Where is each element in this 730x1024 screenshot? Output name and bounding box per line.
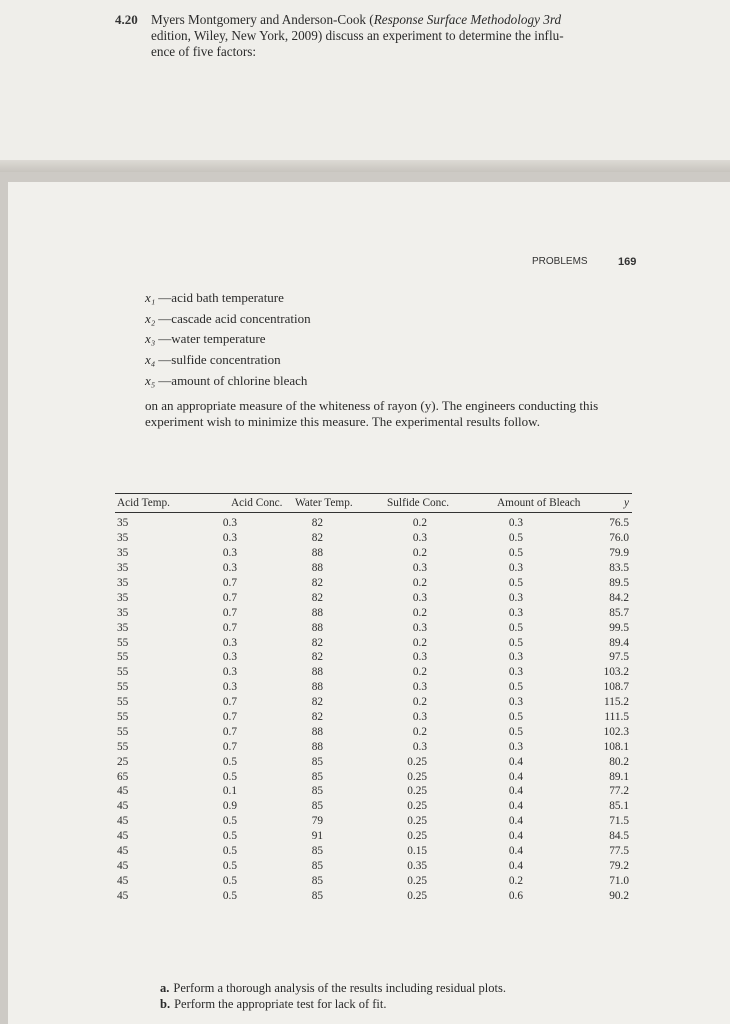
table-row xyxy=(115,858,632,873)
table-cell: 88 xyxy=(311,666,323,679)
table-cell: 55 xyxy=(117,636,129,649)
table-cell: 0.35 xyxy=(407,859,427,872)
factor-list xyxy=(145,288,311,391)
table-cell: 0.5 xyxy=(222,755,237,768)
table-cell: 0.4 xyxy=(508,845,523,858)
part-text: Perform the appropriate test for lack of fit. xyxy=(174,997,387,1011)
table-cell: 0.5 xyxy=(508,577,523,589)
table-cell: 55 xyxy=(117,651,129,664)
table-cell: 79.9 xyxy=(609,547,629,560)
table-row xyxy=(115,873,632,888)
table-cell: 0.7 xyxy=(222,621,237,634)
header-label: PROBLEMS xyxy=(532,256,588,267)
table-row xyxy=(115,814,632,829)
table-cell: 55 xyxy=(117,740,129,753)
previous-page-sheet xyxy=(0,0,730,172)
table-cell: 0.3 xyxy=(508,591,523,604)
table-cell: 71.5 xyxy=(609,815,629,828)
table-cell: 0.3 xyxy=(222,651,237,664)
table-cell: 35 xyxy=(117,532,129,545)
table-row xyxy=(115,576,632,591)
table-cell: 82 xyxy=(311,577,323,589)
factor-label: —cascade acid concentration xyxy=(158,310,311,326)
table-cell: 85.7 xyxy=(609,606,629,619)
table-row xyxy=(115,739,632,754)
table-cell: 89.5 xyxy=(609,577,629,589)
table-cell: 0.7 xyxy=(222,740,237,753)
table-cell: 85 xyxy=(311,859,323,872)
factor-symbol: x₅ xyxy=(145,372,156,388)
table-row xyxy=(115,605,632,620)
table-row xyxy=(115,650,632,665)
table-cell: 0.6 xyxy=(508,889,523,902)
header-acid-temp: Acid Temp. xyxy=(117,497,170,509)
table-cell: 85 xyxy=(311,785,323,798)
table-cell: 97.5 xyxy=(609,651,629,664)
factor-label: —sulfide concentration xyxy=(158,352,281,368)
textbook-page xyxy=(8,182,730,1024)
table-row xyxy=(115,531,632,546)
table-cell: 0.3 xyxy=(412,591,427,604)
table-row xyxy=(115,829,632,844)
table-cell: 0.5 xyxy=(508,636,523,649)
problem-line-2: edition, Wiley, New York, 2009) discuss an experiment to determine the influ- xyxy=(151,28,564,43)
table-cell: 35 xyxy=(117,621,129,634)
table-cell: 0.3 xyxy=(508,517,523,530)
table-cell: 0.9 xyxy=(222,800,237,813)
table-row xyxy=(115,635,632,650)
table-cell: 0.3 xyxy=(508,606,523,619)
header-water-temp: Water Temp. xyxy=(295,497,353,509)
table-cell: 0.7 xyxy=(222,696,237,709)
table-cell: 91 xyxy=(311,830,323,843)
table-cell: 0.3 xyxy=(508,696,523,709)
header-y: y xyxy=(623,497,629,509)
table-cell: 0.25 xyxy=(407,785,427,798)
table-cell: 79.2 xyxy=(609,859,629,872)
table-row xyxy=(115,665,632,680)
table-cell: 0.7 xyxy=(222,711,237,724)
table-cell: 82 xyxy=(311,711,323,724)
table-cell: 0.5 xyxy=(508,532,523,545)
table-cell: 0.5 xyxy=(222,874,237,887)
header-sulfide-conc: Sulfide Conc. xyxy=(387,497,450,509)
table-cell: 55 xyxy=(117,711,129,724)
table-cell: 0.3 xyxy=(508,562,523,575)
table-cell: 0.7 xyxy=(222,577,237,589)
table-cell: 108.7 xyxy=(603,681,629,694)
table-cell: 55 xyxy=(117,681,129,694)
table-cell: 35 xyxy=(117,591,129,604)
table-cell: 0.5 xyxy=(222,830,237,843)
factor-item xyxy=(145,350,311,371)
table-cell: 82 xyxy=(311,517,323,530)
book-title: Response Surface Methodology 3rd xyxy=(373,12,562,27)
table-row xyxy=(115,590,632,605)
table-cell: 0.25 xyxy=(407,800,427,813)
table-cell: 35 xyxy=(117,517,129,530)
table-cell: 0.3 xyxy=(222,547,237,560)
header-bleach: Amount of Bleach xyxy=(497,497,581,509)
table-row xyxy=(115,513,632,531)
factor-symbol: x₁ xyxy=(145,290,156,305)
table-cell: 90.2 xyxy=(609,889,629,902)
table-cell: 89.4 xyxy=(609,636,629,649)
table-cell: 0.3 xyxy=(412,740,427,753)
table-cell: 45 xyxy=(117,800,129,813)
table-cell: 0.5 xyxy=(222,770,237,783)
table-cell: 85 xyxy=(311,770,323,783)
table-cell: 0.3 xyxy=(508,666,523,679)
table-cell: 71.0 xyxy=(609,874,629,887)
table-cell: 0.3 xyxy=(222,666,237,679)
table-cell: 84.5 xyxy=(609,830,629,843)
table-cell: 0.2 xyxy=(412,577,427,589)
factor-label: —acid bath temperature xyxy=(158,290,284,305)
table-cell: 0.25 xyxy=(407,755,427,768)
table-cell: 88 xyxy=(311,681,323,694)
table-cell: 35 xyxy=(117,547,129,560)
page-number: 169 xyxy=(618,256,637,268)
table-cell: 82 xyxy=(311,591,323,604)
table-cell: 0.7 xyxy=(222,725,237,738)
table-cell: 0.2 xyxy=(508,874,523,887)
table-cell: 55 xyxy=(117,696,129,709)
table-cell: 88 xyxy=(311,547,323,560)
part-letter: a. xyxy=(160,981,170,995)
table-cell: 0.15 xyxy=(407,845,427,858)
table-cell: 0.4 xyxy=(508,815,523,828)
table-cell: 103.2 xyxy=(603,666,629,679)
table-cell: 115.2 xyxy=(604,696,629,709)
table-cell: 0.25 xyxy=(407,889,427,902)
table-row xyxy=(115,561,632,576)
table-cell: 25 xyxy=(117,755,129,768)
table-cell: 77.5 xyxy=(609,845,629,858)
table-cell: 79 xyxy=(311,815,323,828)
table-cell: 0.2 xyxy=(412,606,427,619)
table-cell: 0.3 xyxy=(222,532,237,545)
table-cell: 89.1 xyxy=(609,770,629,783)
table-row xyxy=(115,844,632,859)
table-cell: 82 xyxy=(311,651,323,664)
table-cell: 0.7 xyxy=(222,591,237,604)
table-cell: 45 xyxy=(117,845,129,858)
table-cell: 0.5 xyxy=(508,681,523,694)
table-cell: 0.3 xyxy=(412,621,427,634)
table-header-row xyxy=(115,494,632,513)
table-cell: 99.5 xyxy=(609,621,629,634)
table-cell: 0.5 xyxy=(222,889,237,902)
problem-line-1: Myers Montgomery and Anderson-Cook ( xyxy=(151,12,374,27)
table-cell: 35 xyxy=(117,577,129,589)
problem-line-3: ence of five factors: xyxy=(151,44,257,59)
table-cell: 0.1 xyxy=(222,785,237,798)
table-cell: 0.2 xyxy=(412,725,427,738)
table-cell: 83.5 xyxy=(609,562,629,575)
table-row xyxy=(115,784,632,799)
table-cell: 85 xyxy=(311,800,323,813)
table-cell: 0.5 xyxy=(222,815,237,828)
table-cell: 111.5 xyxy=(604,711,629,724)
table-cell: 0.7 xyxy=(222,606,237,619)
table-cell: 35 xyxy=(117,606,129,619)
table-cell: 0.2 xyxy=(412,636,427,649)
table-cell: 45 xyxy=(117,815,129,828)
table-cell: 0.3 xyxy=(412,681,427,694)
table-cell: 0.5 xyxy=(508,725,523,738)
results-table xyxy=(115,494,632,903)
table-cell: 88 xyxy=(311,562,323,575)
table-cell: 0.4 xyxy=(508,800,523,813)
table-cell: 0.5 xyxy=(508,621,523,634)
table-cell: 0.3 xyxy=(508,740,523,753)
description-paragraph: on an appropriate measure of the whiteness of rayon (y). The engineers conducting this experiment wish to minimize this measure. The experimental results follow. xyxy=(145,398,599,429)
table-row xyxy=(115,799,632,814)
table-cell: 85 xyxy=(311,755,323,768)
factor-label: —water temperature xyxy=(158,331,266,347)
table-cell: 108.1 xyxy=(603,740,629,753)
table-cell: 45 xyxy=(117,874,129,887)
table-cell: 0.3 xyxy=(222,636,237,649)
table-cell: 55 xyxy=(117,666,129,679)
table-cell: 45 xyxy=(117,785,129,798)
table-cell: 0.5 xyxy=(508,711,523,724)
question-parts xyxy=(160,980,506,1012)
question-part xyxy=(160,980,506,996)
table-cell: 85 xyxy=(311,845,323,858)
factor-item xyxy=(145,371,311,392)
table-cell: 0.25 xyxy=(407,815,427,828)
table-cell: 0.3 xyxy=(412,562,427,575)
factor-symbol: x₂ xyxy=(145,310,156,326)
table-row xyxy=(115,710,632,725)
table-cell: 55 xyxy=(117,725,129,738)
table-cell: 77.2 xyxy=(609,785,629,798)
results-table-container xyxy=(115,493,632,903)
table-row xyxy=(115,769,632,784)
table-row xyxy=(115,680,632,695)
factor-symbol: x₄ xyxy=(145,352,156,368)
table-cell: 0.2 xyxy=(412,666,427,679)
table-cell: 45 xyxy=(117,889,129,902)
table-cell: 45 xyxy=(117,859,129,872)
table-cell: 80.2 xyxy=(609,755,629,768)
problem-number: 4.20 xyxy=(115,12,138,27)
factor-label: —amount of chlorine bleach xyxy=(158,372,308,388)
factor-item xyxy=(145,329,311,350)
table-cell: 0.3 xyxy=(412,651,427,664)
table-cell: 0.3 xyxy=(222,681,237,694)
table-body xyxy=(115,513,632,904)
table-row xyxy=(115,724,632,739)
factor-item xyxy=(145,309,311,330)
table-cell: 82 xyxy=(311,636,323,649)
table-row xyxy=(115,888,632,903)
table-cell: 35 xyxy=(117,562,129,575)
factor-item xyxy=(145,288,311,309)
table-cell: 76.0 xyxy=(609,532,629,545)
table-cell: 0.3 xyxy=(412,711,427,724)
table-cell: 0.3 xyxy=(222,562,237,575)
table-row xyxy=(115,754,632,769)
table-cell: 0.3 xyxy=(508,651,523,664)
table-row xyxy=(115,620,632,635)
table-cell: 45 xyxy=(117,830,129,843)
table-cell: 82 xyxy=(311,532,323,545)
question-part xyxy=(160,996,506,1012)
table-cell: 82 xyxy=(311,696,323,709)
table-cell: 0.25 xyxy=(407,830,427,843)
page-edge-shadow xyxy=(0,160,730,172)
table-cell: 85.1 xyxy=(609,800,629,813)
header-acid-conc: Acid Conc. xyxy=(231,497,283,509)
table-cell: 0.4 xyxy=(508,830,523,843)
table-cell: 0.3 xyxy=(412,532,427,545)
table-cell: 0.5 xyxy=(508,547,523,560)
running-header xyxy=(532,256,637,268)
table-cell: 88 xyxy=(311,621,323,634)
table-cell: 88 xyxy=(311,606,323,619)
table-cell: 85 xyxy=(311,889,323,902)
table-cell: 0.5 xyxy=(222,845,237,858)
table-cell: 88 xyxy=(311,740,323,753)
table-cell: 0.2 xyxy=(412,517,427,530)
table-cell: 0.25 xyxy=(407,770,427,783)
table-cell: 85 xyxy=(311,874,323,887)
table-cell: 0.4 xyxy=(508,770,523,783)
table-cell: 0.3 xyxy=(222,517,237,530)
table-cell: 0.4 xyxy=(508,859,523,872)
part-text: Perform a thorough analysis of the results including residual plots. xyxy=(173,981,506,995)
table-cell: 84.2 xyxy=(609,591,629,604)
factor-symbol: x₃ xyxy=(145,331,156,347)
part-letter: b. xyxy=(160,997,171,1011)
table-row xyxy=(115,695,632,710)
table-cell: 76.5 xyxy=(609,517,629,530)
table-row xyxy=(115,546,632,561)
table-cell: 65 xyxy=(117,770,129,783)
table-cell: 102.3 xyxy=(603,725,629,738)
table-cell: 0.2 xyxy=(412,696,427,709)
table-cell: 0.4 xyxy=(508,785,523,798)
table-cell: 88 xyxy=(311,725,323,738)
table-cell: 0.25 xyxy=(407,874,427,887)
table-cell: 0.5 xyxy=(222,859,237,872)
table-cell: 0.4 xyxy=(508,755,523,768)
problem-statement xyxy=(151,12,631,60)
table-cell: 0.2 xyxy=(412,547,427,560)
